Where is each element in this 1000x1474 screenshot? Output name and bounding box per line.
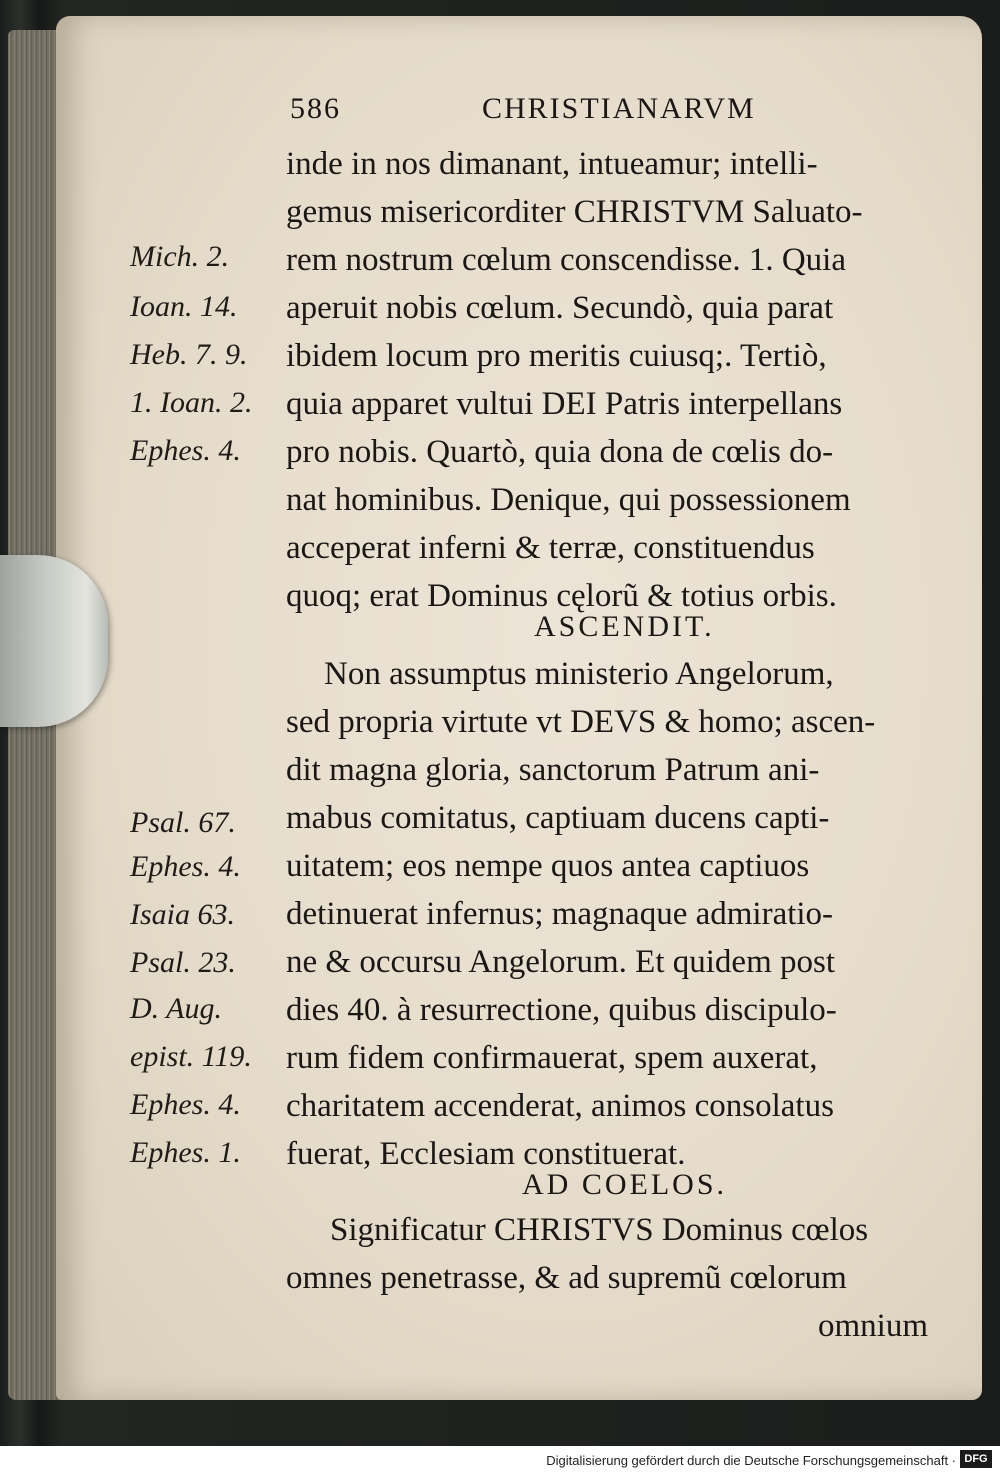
body-line: quia apparet vultui DEI Patris interpellans [286,386,843,422]
body-line: acceperat inferni & terræ, constituendus [286,530,815,566]
body-line: ne & occursu Angelorum. Et quidem post [286,944,835,980]
section-heading: AD COELOS. [522,1168,728,1201]
margin-note: Psal. 67. [130,806,236,839]
body-line: quoq; erat Dominus cęlorũ & totius orbis. [286,578,837,614]
body-line: Non assumptus ministerio Angelorum, [324,656,834,692]
margin-note: D. Aug. [130,992,222,1025]
margin-note: epist. 119. [130,1040,252,1073]
page-clip [0,555,108,727]
margin-note: Ephes. 4. [130,1088,241,1121]
margin-note: Isaia 63. [130,898,235,931]
body-line: dies 40. à resurrectione, quibus discipulo- [286,992,837,1028]
body-line: pro nobis. Quartò, quia dona de cœlis do- [286,434,834,470]
margin-note: Ephes. 4. [130,434,241,467]
margin-note: Ephes. 4. [130,850,241,883]
catchword: omnium [818,1308,929,1344]
margin-note: Heb. 7. 9. [130,338,248,371]
body-line: gemus misericorditer CHRISTVM Saluato- [286,194,863,230]
margin-note: Ephes. 1. [130,1136,241,1169]
footer-credit: Digitalisierung gefördert durch die Deutsche Forschungsgemeinschaft · [546,1453,956,1468]
body-line: inde in nos dimanant, intueamur; intelli- [286,146,818,182]
body-line: uitatem; eos nempe quos antea captiuos [286,848,810,884]
margin-note: Psal. 23. [130,946,236,979]
body-line: fuerat, Ecclesiam constituerat. [286,1136,686,1172]
running-title: CHRISTIANARVM [482,92,756,125]
body-line: charitatem accenderat, animos consolatus [286,1088,834,1124]
body-line: aperuit nobis cœlum. Secundò, quia parat [286,290,834,326]
dfg-logo: DFG [960,1450,992,1468]
body-line: sed propria virtute vt DEVS & homo; ascen- [286,704,876,740]
section-heading: ASCENDIT. [534,610,715,643]
margin-note: Ioan. 14. [130,290,238,323]
body-line: Significatur CHRISTVS Dominus cœlos [330,1212,869,1248]
body-line: mabus comitatus, captiuam ducens capti- [286,800,830,836]
body-line: rem nostrum cœlum conscendisse. 1. Quia [286,242,846,278]
body-line: rum fidem confirmauerat, spem auxerat, [286,1040,818,1076]
body-line: omnes penetrasse, & ad supremũ cœlorum [286,1260,847,1296]
page-number: 586 [290,92,341,125]
body-line: ibidem locum pro meritis cuiusq;. Tertiò, [286,338,827,374]
body-line: dit magna gloria, sanctorum Patrum ani- [286,752,820,788]
margin-note: Mich. 2. [130,240,230,273]
body-line: detinuerat infernus; magnaque admiratio- [286,896,834,932]
body-line: nat hominibus. Denique, qui possessionem [286,482,851,518]
margin-note: 1. Ioan. 2. [130,386,253,419]
